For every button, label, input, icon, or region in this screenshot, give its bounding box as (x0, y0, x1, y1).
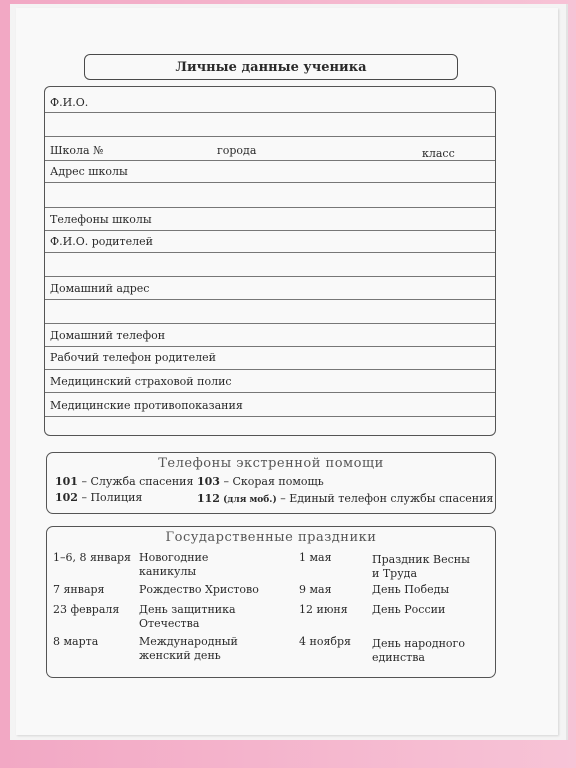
page-title (84, 54, 458, 80)
emergency-service: – Единый телефон службы спасения (276, 492, 494, 505)
form-line (45, 112, 495, 113)
emergency-service: – Служба спасения (77, 475, 194, 488)
emergency-item (55, 475, 193, 488)
form-line (45, 392, 495, 393)
emergency-number: 112 (197, 492, 220, 505)
holiday-date: 1 мая (299, 551, 332, 564)
field-label-school-address: Адрес школы (50, 165, 128, 178)
field-label-school: Школа № (50, 144, 104, 157)
page-title-text: Личные данные ученика (175, 59, 367, 75)
holidays-box (46, 526, 496, 678)
holiday-date: 9 мая (299, 583, 332, 596)
form-line (45, 230, 495, 231)
form-line (45, 160, 495, 161)
holiday-name: День народного единства (372, 637, 465, 664)
field-label-insurance: Медицинский страховой полис (50, 375, 232, 388)
field-label-parents-work-phone: Рабочий телефон родителей (50, 351, 216, 364)
holiday-name: День защитника Отечества (139, 603, 236, 630)
field-label-fio: Ф.И.О. (50, 96, 89, 109)
emergency-item (197, 492, 493, 505)
field-label-class: класс (422, 147, 455, 160)
field-label-parents: Ф.И.О. родителей (50, 235, 153, 248)
form-line (45, 207, 495, 208)
emergency-number: 101 (55, 475, 78, 488)
emergency-note: (для моб.) (219, 495, 277, 505)
holiday-name: Рождество Христово (139, 583, 259, 596)
field-label-home-phone: Домашний телефон (50, 329, 166, 342)
form-line (45, 252, 495, 253)
personal-data-form (44, 86, 496, 436)
form-line (45, 299, 495, 300)
form-line (45, 346, 495, 347)
emergency-number: 103 (197, 475, 220, 488)
emergency-title: Телефоны экстренной помощи (158, 456, 384, 471)
holiday-date: 1–6, 8 января (53, 551, 131, 564)
form-line (45, 323, 495, 324)
emergency-item (55, 491, 142, 504)
form-line (45, 182, 495, 183)
holiday-date: 12 июня (299, 603, 348, 616)
form-line (45, 276, 495, 277)
holidays-title: Государственные праздники (165, 530, 377, 545)
emergency-phones-box (46, 452, 496, 514)
holiday-name: День России (372, 603, 446, 616)
emergency-service: – Полиция (77, 491, 143, 504)
holiday-name: Международный женский день (139, 635, 238, 662)
holiday-date: 7 января (53, 583, 105, 596)
holiday-name: Праздник Весны и Труда (372, 553, 470, 580)
field-label-home-address: Домашний адрес (50, 282, 150, 295)
field-label-school-phones: Телефоны школы (50, 213, 152, 226)
holiday-date: 23 февраля (53, 603, 120, 616)
emergency-item (197, 475, 324, 488)
emergency-number: 102 (55, 491, 78, 504)
field-label-city: города (217, 144, 257, 157)
form-line (45, 136, 495, 137)
holiday-name: Новогодние каникулы (139, 551, 209, 578)
form-line (45, 369, 495, 370)
holiday-date: 4 ноября (299, 635, 351, 648)
holiday-name: День Победы (372, 583, 450, 596)
holiday-date: 8 марта (53, 635, 99, 648)
form-line (45, 416, 495, 417)
emergency-service: – Скорая помощь (219, 475, 324, 488)
field-label-contraindications: Медицинские противопоказания (50, 399, 243, 412)
